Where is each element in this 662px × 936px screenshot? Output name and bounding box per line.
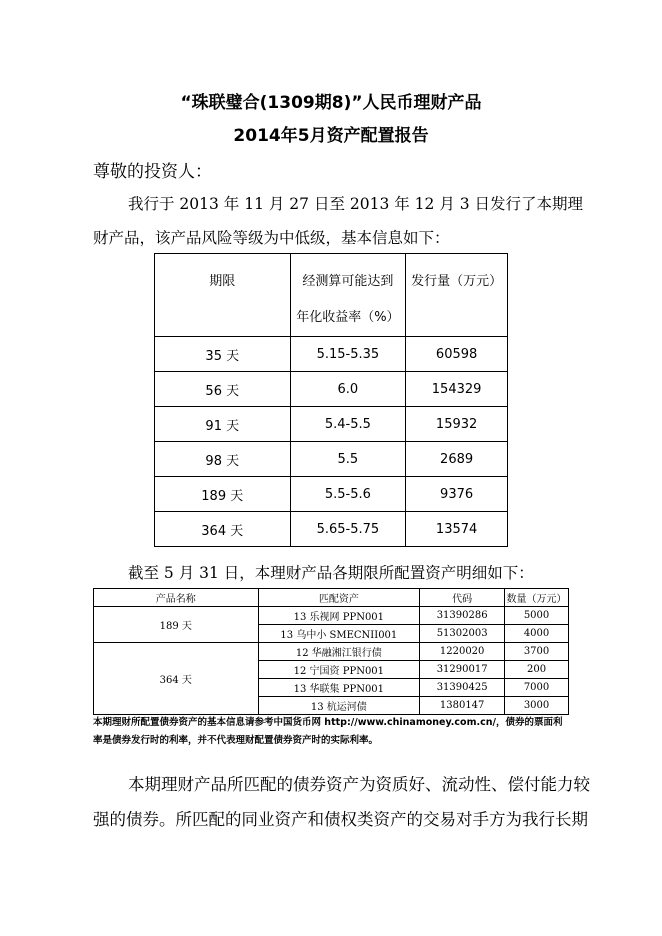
cell-term: 364 天 [155, 512, 291, 547]
table-row [155, 337, 508, 372]
header-term: 期限 [155, 254, 291, 337]
document-title-line1: “珠联璧合(1309期8)”人民币理财产品 [180, 93, 482, 113]
cell-yield: 5.65-5.75 [290, 512, 406, 547]
header-yield-line2: 年化收益率（%） [296, 310, 400, 325]
table-header-row [94, 589, 569, 607]
group-364-name: 364 天 [94, 643, 259, 715]
header-issue-amount: 发行量（万元） [406, 254, 508, 337]
cell-term: 189 天 [155, 477, 291, 512]
header-matched-asset: 匹配资产 [258, 589, 420, 607]
header-yield-line1: 经测算可能达到 [302, 274, 394, 289]
cell-amount: 9376 [406, 477, 508, 512]
cell-code: 31390425 [420, 679, 505, 697]
header-code: 代码 [420, 589, 505, 607]
cell-code: 31390286 [420, 607, 505, 625]
table-row [155, 372, 508, 407]
cell-asset: 13 乐视网 PPN001 [258, 607, 420, 625]
table-header-row [155, 254, 508, 337]
cell-code: 31290017 [420, 661, 505, 679]
closing-paragraph-line2: 强的债券。所匹配的同业资产和债权类资产的交易对手方为我行长期 [93, 810, 588, 829]
document-title-line2: 2014年5月资产配置报告 [233, 126, 429, 146]
cell-quantity: 3700 [505, 643, 569, 661]
cell-code: 51302003 [420, 625, 505, 643]
table-row [155, 407, 508, 442]
header-product-name: 产品名称 [94, 589, 259, 607]
product-info-table [154, 253, 508, 547]
table-row [155, 442, 508, 477]
cell-code: 1220020 [420, 643, 505, 661]
cell-yield: 5.15-5.35 [290, 337, 406, 372]
asset-detail-intro: 截至 5 月 31 日，本理财产品各期限所配置资产明细如下： [128, 564, 534, 582]
cell-asset: 12 华融湘江银行债 [258, 643, 420, 661]
cell-asset: 13 乌中小 SMECNII001 [258, 625, 420, 643]
cell-term: 98 天 [155, 442, 291, 477]
cell-asset: 13 华联集 PPN001 [258, 679, 420, 697]
cell-quantity: 5000 [505, 607, 569, 625]
closing-paragraph-line1: 本期理财产品所匹配的债券资产为资质好、流动性、偿付能力较 [128, 775, 590, 794]
cell-term: 56 天 [155, 372, 291, 407]
cell-yield: 6.0 [290, 372, 406, 407]
cell-yield: 5.4-5.5 [290, 407, 406, 442]
group-189-name: 189 天 [94, 607, 259, 643]
cell-amount: 60598 [406, 337, 508, 372]
header-yield [290, 254, 406, 337]
cell-asset: 13 杭运河债 [258, 697, 420, 715]
cell-term: 35 天 [155, 337, 291, 372]
asset-allocation-table [93, 588, 569, 715]
cell-amount: 2689 [406, 442, 508, 477]
intro-paragraph-line2: 财产品，该产品风险等级为中低级，基本信息如下： [93, 229, 450, 247]
table-row [94, 607, 569, 625]
cell-yield: 5.5-5.6 [290, 477, 406, 512]
cell-term: 91 天 [155, 407, 291, 442]
cell-quantity: 4000 [505, 625, 569, 643]
table-row [155, 512, 508, 547]
cell-amount: 154329 [406, 372, 508, 407]
reference-note: 本期理财所配置债券资产的基本信息请参考中国货币网 http://www.chinamoney.com.cn/，债券的票面利率是债券发行时的利率，并不代表理财配置债券资产时的实际利率。 [93, 717, 563, 746]
cell-quantity: 7000 [505, 679, 569, 697]
cell-quantity: 200 [505, 661, 569, 679]
cell-yield: 5.5 [290, 442, 406, 477]
cell-asset: 12 宁国资 PPN001 [258, 661, 420, 679]
cell-amount: 15932 [406, 407, 508, 442]
cell-amount: 13574 [406, 512, 508, 547]
intro-paragraph-line1: 我行于 2013 年 11 月 27 日至 2013 年 12 月 3 日发行了本期理 [128, 195, 584, 213]
cell-code: 1380147 [420, 697, 505, 715]
table-row [155, 477, 508, 512]
cell-quantity: 3000 [505, 697, 569, 715]
greeting: 尊敬的投资人： [93, 162, 212, 182]
header-quantity: 数量（万元） [505, 589, 569, 607]
table-row [94, 643, 569, 661]
